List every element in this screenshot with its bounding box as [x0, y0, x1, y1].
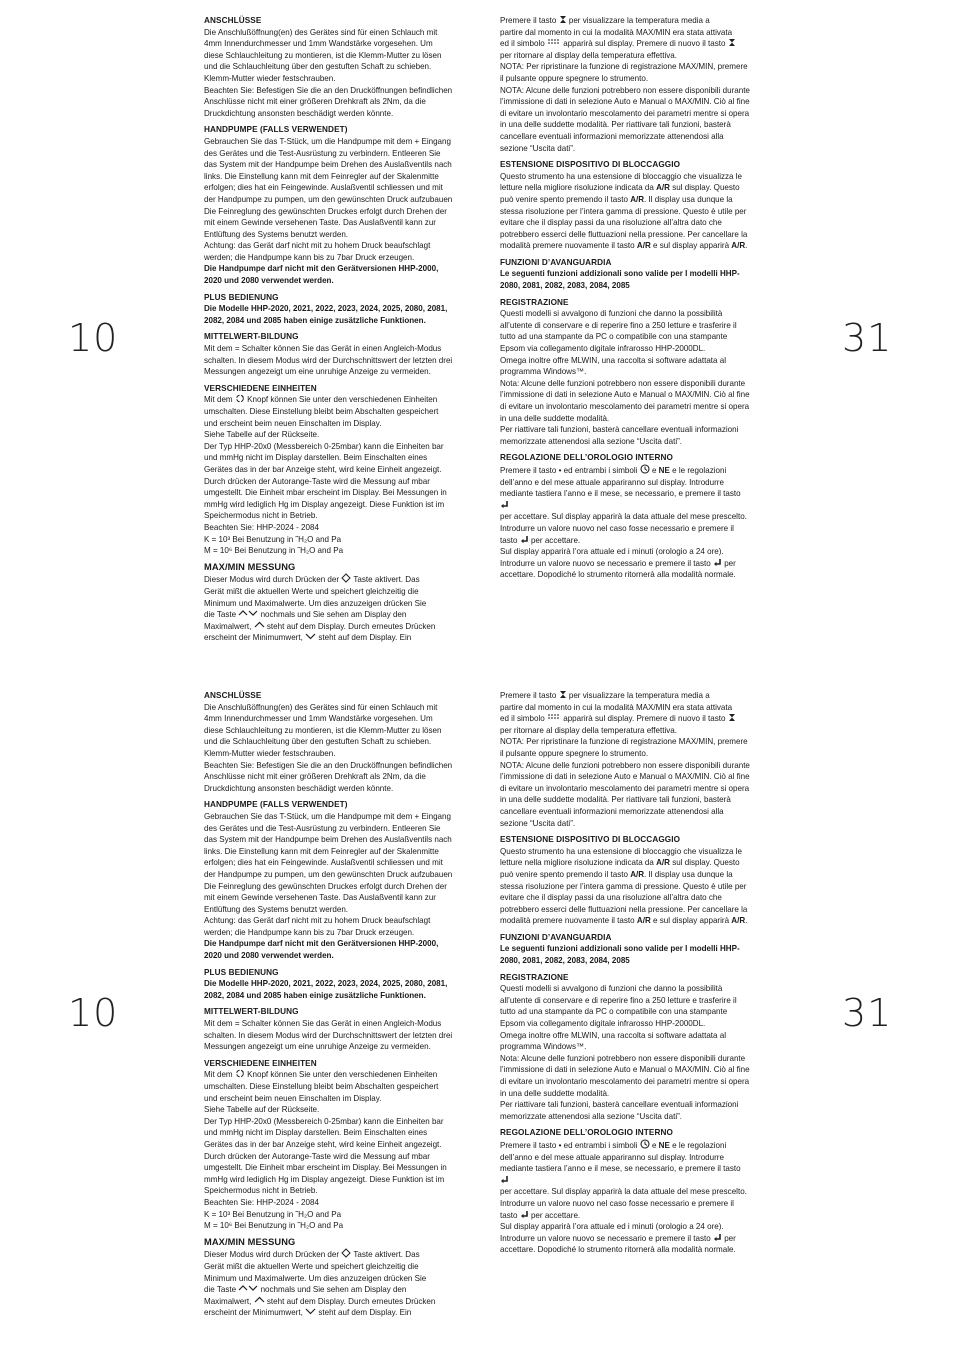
section-warning: Die Handpumpe darf nicht mit den Gerätversionen HHP-2000, 2020 und 2080 verwendet werden.: [204, 939, 439, 961]
section-body: partire dal momento in cui la modalità MAX/MIN era stata attivata: [500, 27, 733, 37]
section-maxmin: [204, 1237, 454, 1319]
body-text: erscheint der Minimumwert,: [204, 1308, 303, 1318]
section-body: Gebrauchen Sie das T-Stück, um die Handpumpe mit dem + Eingang des Gerätes und die Test-Ausrüstung zu verbindern. Entleeren Sie das System mit der Handpumpe beim Drehen des Auslaßventils nach links. Die Einstellung kann mit dem Feinregler auf der Skalenmitte erfolgen; dies hat ein Feingewinde. Auslaßventil schliessen und mit der Handpumpe zu pumpen, um den gewünschten Druck aufzubauen Die Feinreglung des gewünschten Druckes erfolgt durch Drehen der mit einem Gewinde versehenen Taste. Das Auslaßventil kann zur: [204, 811, 453, 903]
german-column: [204, 690, 454, 1324]
body-text: Questo strumento ha una estensione di bloccaggio che visualizza le letture nella migliore risoluzione indicata da: [500, 171, 742, 193]
section-body: M = 10⁶ Bei Benutzung in ˜H₂O and Pa: [204, 1221, 344, 1231]
body-text: per visualizzare la temperatura media a: [568, 691, 710, 700]
up-down-arrow-icon: [238, 610, 258, 619]
section-body: [204, 1307, 454, 1319]
section-registrazione: [500, 297, 750, 448]
body-text: nochmals und Sie sehen am Display den: [260, 1285, 407, 1295]
section-body: [500, 38, 750, 50]
section-body-prefix: Mit dem: [204, 1070, 233, 1080]
section-body: Omega inoltre offre MLWIN, una raccolta si software adattata al programma Windows™.: [500, 355, 727, 377]
section-heading: FUNZIONI D’AVANGUARDIA: [500, 257, 612, 267]
section-body: [204, 1069, 454, 1104]
section-body: Gerät mißt die aktuellen Werte und speichert gleichzeitig die: [204, 586, 419, 596]
hourglass-icon: [559, 16, 567, 25]
body-text: per visualizzare la temperatura media a: [568, 16, 710, 25]
section-body: [204, 621, 454, 633]
section-body: Omega inoltre offre MLWIN, una raccolta si software adattata al programma Windows™.: [500, 1030, 727, 1052]
body-text: per accettare. Dopodiché lo strumento ritornerà alla modalità normale.: [500, 558, 736, 580]
section-body: [500, 464, 750, 511]
section-body: [500, 511, 750, 546]
section-mittelwert: [204, 331, 454, 377]
section-body: Achtung: das Gerät darf nicht mit zu hohem Druck beaufschlagt werden; die Handpumpe kann bis zu 7bar Druck erzeugen.: [204, 916, 431, 937]
section-funzioni: [500, 257, 750, 292]
body-text: per accettare. Dopodiché lo strumento ritornerà alla modalità normale.: [500, 1233, 736, 1255]
section-estensione: [500, 159, 750, 252]
section-body: [500, 1221, 750, 1256]
body-text: die Taste: [204, 1285, 237, 1295]
section-heading: PLUS BEDIENUNG: [204, 292, 279, 302]
section-body: Le seguenti funzioni addizionali sono valide per I modelli HHP-2080, 2081, 2082, 2083, 2084, 2085: [500, 269, 740, 291]
section-body: Die Modelle HHP-2020, 2021, 2022, 2023, 2024, 2025, 2080, 2081, 2082, 2084 und 2085 haben einige zusätzliche Funktionen.: [204, 304, 448, 325]
italian-column: [500, 690, 750, 1261]
section-body: Siehe Tabelle auf der Rückseite.: [204, 1105, 320, 1115]
ne-symbol: NE: [658, 465, 670, 475]
enter-icon: [713, 559, 722, 568]
body-text: Premere il tasto • ed entrambi i simboli: [500, 1140, 638, 1150]
body-text: e: [651, 465, 657, 475]
body-text: Dieser Modus wird durch Drücken der: [204, 1250, 340, 1260]
section-heading: ESTENSIONE DISPOSITIVO DI BLOCCAGGIO: [500, 835, 681, 845]
body-text: . Il display usa dunque la stessa risoluzione per l’intera gamma di pressione. Questo è utile per evitare che il display passi da una risoluzione all’altra dato che potrebbero esserci delle fluttuazioni nella pressione. Per cancellare la modalità premere nuovamente il tasto: [500, 869, 748, 926]
german-column: [204, 15, 454, 649]
section-heading: REGISTRAZIONE: [500, 297, 569, 307]
section-heading: ANSCHLÜSSE: [204, 691, 262, 700]
body-text: sul display. Questo può venire spento premendo il tasto: [500, 858, 740, 879]
body-text: steht auf dem Display. Ein: [318, 633, 412, 643]
section-registrazione: [500, 972, 750, 1123]
body-text: die Taste: [204, 610, 237, 620]
body-text: e: [651, 1140, 657, 1150]
section-funzioni: [500, 932, 750, 967]
cycle-icon: [235, 395, 245, 404]
hourglass-icon: [559, 691, 567, 700]
section-body: [500, 1186, 750, 1221]
body-text: Dieser Modus wird durch Drücken der: [204, 575, 340, 585]
section-heading: HANDPUMPE (FALLS VERWENDET): [204, 800, 348, 810]
body-text: per accettare. Sul display apparirà la data attuale del mese prescelto. Introdurre un valore nuovo nel caso fosse necessario e premere il tasto: [500, 512, 747, 545]
section-heading: REGISTRAZIONE: [500, 972, 569, 982]
section-handpumpe: [204, 124, 454, 286]
section-body: [204, 1248, 454, 1261]
hourglass-icon: [728, 39, 736, 48]
section-body: NOTA: Per ripristinare la funzione di registrazione MAX/MIN, premere il pulsante oppure spegnere lo strumento.: [500, 62, 748, 83]
body-text: Taste aktivert. Das: [353, 575, 420, 585]
section-body: [500, 15, 750, 27]
body-text: . Il display usa dunque la stessa risoluzione per l’intera gamma di pressione. Questo è utile per evitare che il display passi da una risoluzione all’altra dato che potrebbero esserci delle fluttuazioni nella pressione. Per cancellare la modalità premere nuovamente il tasto: [500, 194, 748, 251]
clock-icon: [640, 466, 650, 475]
section-body-prefix: Mit dem: [204, 395, 233, 405]
page-number-right: 31: [842, 316, 893, 360]
section-heading: REGOLAZIONE DELL’OROLOGIO INTERNO: [500, 453, 673, 463]
section-body: Achtung: das Gerät darf nicht mit zu hohem Druck beaufschlagt werden; die Handpumpe kann bis zu 7bar Druck erzeugen.: [204, 241, 431, 262]
body-text: nochmals und Sie sehen am Display den: [260, 610, 407, 620]
section-anschluesse: [204, 690, 454, 794]
section-body: Minimum und Maximalwerte. Um dies anzuzeigen drücken Sie: [204, 598, 427, 608]
section-body: [500, 690, 750, 702]
section-mittelwert: [204, 1006, 454, 1052]
section-body: Mit dem = Schalter können Sie das Gerät in einen Angleich-Modus schalten. In diesem Modus wird der Durchschnittswert der letzten drei Messungen angezeigt um eine unruhige Anzeige zu vermeiden.: [204, 1019, 453, 1052]
page-number-left: 10: [68, 991, 119, 1035]
ar-key-label: A/R: [630, 869, 645, 879]
section-heading: HANDPUMPE (FALLS VERWENDET): [204, 125, 348, 135]
average-symbol-icon: [547, 714, 561, 723]
clock-icon: [640, 1141, 650, 1150]
body-text: .: [745, 241, 748, 251]
body-text: steht auf dem Display. Ein: [318, 1308, 412, 1318]
body-text: .: [745, 916, 748, 926]
section-plus: [204, 292, 454, 327]
section-heading: MAX/MIN MESSUNG: [204, 1236, 296, 1247]
section-body: Die Anschlußöffnung(en) des Gerätes sind für einen Schlauch mit 4mm Innendurchmesser und 1mm Wandstärke vorgesehen. Um diese Schlauchleitung zu montieren, ist die Klemm-Mutter zu lösen und die Schlauchleitung über den gestuften Schaft zu schieben. Klemm-Mutter wieder festschrauben.: [204, 27, 442, 83]
section-heading: ESTENSIONE DISPOSITIVO DI BLOCCAGGIO: [500, 160, 681, 170]
body-text: apparirà sul display. Premere di nuovo il tasto: [563, 39, 726, 49]
body-text: Maximalwert,: [204, 1296, 252, 1306]
section-body: Questi modelli si avvalgono di funzioni che danno la possibilità all’utente di conservare e di reperire fino a 250 letture e trasferire il tutto ad una stampante da PC o compatibile con una stampante Epsom via collegamento digitale infrarosso HHP-2000DL.: [500, 984, 737, 1029]
section-body: [204, 1284, 454, 1296]
section-body: NOTA: Alcune delle funzioni potrebbero non essere disponibili durante l’immissione di dati in selezione Auto e Manual o MAX/MIN. Ciò al fine di evitare un involontario mescolamento dei parametri mentre si opera in una delle suddette modalità. Per riattivare tali funzioni, basterà cancellare eventuali informazioni memorizzate attenendosi alla sezione “Uscita dati”.: [500, 760, 750, 828]
body-text: e sul display apparirà: [653, 241, 730, 251]
section-body: Questi modelli si avvalgono di funzioni che danno la possibilità all’utente di conservare e di reperire fino a 250 letture e trasferire il tutto ad una stampante da PC o compatibile con una stampante Epsom via collegamento digitale infrarosso HHP-2000DL.: [500, 309, 737, 354]
body-text: erscheint der Minimumwert,: [204, 633, 303, 643]
body-text: Premere il tasto: [500, 16, 557, 25]
section-body: [204, 1296, 454, 1308]
section-body-rest: Knopf können Sie unter den verschiedenen Einheiten umschalten. Diese Einstellung bleibt beim Abschalten gespeichert und erscheint beim neuen Einschalten im Display.: [204, 1070, 439, 1103]
section-body: [500, 546, 750, 581]
up-arrow-icon: [254, 1297, 265, 1306]
body-text: Maximalwert,: [204, 621, 252, 631]
body-text: steht auf dem Display. Durch erneutes Drücken: [266, 1296, 436, 1306]
section-body: Die Anschlußöffnung(en) des Gerätes sind für einen Schlauch mit 4mm Innendurchmesser und 1mm Wandstärke vorgesehen. Um diese Schlauchleitung zu montieren, ist die Klemm-Mutter zu lösen und die Schlauchleitung über den gestuften Schaft zu schieben. Klemm-Mutter wieder festschrauben.: [204, 702, 442, 758]
page-number-right: 31: [842, 991, 893, 1035]
body-text: Questo strumento ha una estensione di bloccaggio che visualizza le letture nella migliore risoluzione indicata da: [500, 846, 742, 868]
body-text: Taste aktivert. Das: [353, 1250, 420, 1260]
ar-key-label: A/R: [636, 241, 651, 251]
hourglass-icon: [728, 714, 736, 723]
body-text: apparirà sul display. Premere di nuovo il tasto: [563, 714, 726, 724]
body-text: Premere il tasto: [500, 691, 557, 700]
diamond-icon: [341, 1250, 351, 1259]
section-body: [204, 609, 454, 621]
section-body: Nota: Alcune delle funzioni potrebbero non essere disponibili durante l’immissione di dati in selezione Auto e Manual o MAX/MIN. Ciò al fine di evitare un involontario mescolamento dei parametri mentre si opera in una delle suddette modalità.: [500, 1053, 750, 1098]
body-text: e le regolazioni dell’anno e del mese attuale appariranno sul display. Introdurre mediante tastiera l’anno e il mese, se necessario, e premere il tasto: [500, 465, 741, 499]
body-text: ed il simbolo: [500, 39, 545, 49]
section-heading: PLUS BEDIENUNG: [204, 967, 279, 977]
ar-key-label: A/R: [636, 916, 651, 926]
section-orologio: [500, 1127, 750, 1256]
italian-column: [500, 15, 750, 586]
section-body: [500, 171, 750, 252]
section-body: Beachten Sie: HHP-2024 - 2084: [204, 522, 319, 532]
body-text: sul display. Questo può venire spento premendo il tasto: [500, 183, 740, 204]
section-body: NOTA: Per ripristinare la funzione di registrazione MAX/MIN, premere il pulsante oppure spegnere lo strumento.: [500, 737, 748, 758]
section-intro: [500, 15, 750, 154]
section-body: [500, 1139, 750, 1186]
ar-key-label: A/R: [656, 183, 670, 193]
section-heading: MITTELWERT-BILDUNG: [204, 332, 299, 342]
section-handpumpe: [204, 799, 454, 961]
section-note: Beachten Sie: Befestigen Sie die an den Drucköffnungen befindlichen Anschlüsse nicht mit einer größeren Drehkraft als 2Nm, da die Druckdichtung ansonsten beschädigt werden könnte.: [204, 85, 453, 118]
section-estensione: [500, 834, 750, 927]
section-note: Beachten Sie: Befestigen Sie die an den Drucköffnungen befindlichen Anschlüsse nicht mit einer größeren Drehkraft als 2Nm, da die Druckdichtung ansonsten beschädigt werden könnte.: [204, 760, 453, 793]
section-heading: VERSCHIEDENE EINHEITEN: [204, 1058, 317, 1068]
page-spread-top: [0, 0, 954, 675]
cycle-icon: [235, 1070, 245, 1079]
section-body: Entlüftung des Systems benutzt werden.: [204, 904, 349, 914]
body-text: e le regolazioni dell’anno e del mese attuale appariranno sul display. Introdurre mediante tastiera l’anno e il mese, se necessario, e premere il tasto: [500, 1140, 741, 1174]
down-arrow-icon: [305, 1308, 316, 1317]
page-spread-bottom: [0, 675, 954, 1350]
body-text: Sul display apparirà l’ora attuale ed i minuti (orologio a 24 ore). Introdurre un valore nuovo se necessario e premere il tasto: [500, 1222, 724, 1243]
body-text: steht auf dem Display. Durch erneutes Drücken: [266, 621, 436, 631]
body-text: per accettare.: [530, 1210, 581, 1220]
section-einheiten: [204, 1058, 454, 1232]
section-body: Gebrauchen Sie das T-Stück, um die Handpumpe mit dem + Eingang des Gerätes und die Test-Ausrüstung zu verbindern. Entleeren Sie das System mit der Handpumpe beim Drehen des Auslaßventils nach links. Die Einstellung kann mit dem Feinregler auf der Skalenmitte erfolgen; dies hat ein Feingewinde. Auslaßventil schliessen und mit der Handpumpe zu pumpen, um den gewünschten Druck aufzubauen Die Feinreglung des gewünschten Druckes erfolgt durch Drehen der mit einem Gewinde versehenen Taste. Das Auslaßventil kann zur: [204, 136, 453, 228]
section-body: Per riattivare tali funzioni, basterà cancellare eventuali informazioni memorizzate attenendosi alla sezione “Uscita dati”.: [500, 1100, 739, 1121]
section-body: per ritornare al display della temperatura effettiva.: [500, 725, 677, 735]
section-plus: [204, 967, 454, 1002]
section-body: Mit dem = Schalter können Sie das Gerät in einen Angleich-Modus schalten. In diesem Modus wird der Durchschnittswert der letzten drei Messungen angezeigt um eine unruhige Anzeige zu vermeiden.: [204, 344, 453, 377]
section-heading: ANSCHLÜSSE: [204, 16, 262, 25]
up-down-arrow-icon: [238, 1285, 258, 1294]
body-text: e sul display apparirà: [653, 916, 730, 926]
section-orologio: [500, 452, 750, 581]
section-anschluesse: [204, 15, 454, 119]
ar-key-label: A/R: [731, 916, 746, 926]
ar-key-label: A/R: [630, 194, 645, 204]
section-body: Minimum und Maximalwerte. Um dies anzuzeigen drücken Sie: [204, 1273, 427, 1283]
section-body: Beachten Sie: HHP-2024 - 2084: [204, 1197, 319, 1207]
section-body: Siehe Tabelle auf der Rückseite.: [204, 430, 320, 440]
body-text: Premere il tasto • ed entrambi i simboli: [500, 465, 638, 475]
ne-symbol: NE: [658, 1140, 670, 1150]
section-body: Die Modelle HHP-2020, 2021, 2022, 2023, 2024, 2025, 2080, 2081, 2082, 2084 und 2085 haben einige zusätzliche Funktionen.: [204, 979, 448, 1000]
section-intro: [500, 690, 750, 829]
body-text: ed il simbolo: [500, 714, 545, 724]
up-arrow-icon: [254, 622, 265, 631]
ar-key-label: A/R: [656, 858, 670, 868]
section-body: Nota: Alcune delle funzioni potrebbero non essere disponibili durante l’immissione di dati in selezione Auto e Manual o MAX/MIN. Ciò al fine di evitare un involontario mescolamento dei parametri mentre si opera in una delle suddette modalità.: [500, 378, 750, 423]
section-body: [204, 632, 454, 644]
enter-icon: [520, 1211, 529, 1220]
body-text: per accettare. Sul display apparirà la data attuale del mese prescelto. Introdurre un valore nuovo nel caso fosse necessario e premere il tasto: [500, 1187, 747, 1220]
section-body: Der Typ HHP-20x0 (Messbereich 0-25mbar) kann die Einheiten bar und mmHg nicht im Display darstellen. Beim Einschalten eines Gerätes das in der bar Anzeige steht, wird keine Einheit angezeigt. Durch drücken der Autorange-Taste wird die Messung auf mbar umgestellt. Die Einheit mbar erscheint im Display. Bei Messungen in mmHg wird lediglich Hg im Display angezeigt. Diese Funktion ist im Speichermodus nicht in Betrieb.: [204, 1116, 447, 1196]
down-arrow-icon: [305, 633, 316, 642]
average-symbol-icon: [547, 39, 561, 48]
enter-icon: [500, 501, 509, 510]
section-warning: Die Handpumpe darf nicht mit den Gerätversionen HHP-2000, 2020 und 2080 verwendet werden.: [204, 264, 439, 286]
section-body: [204, 394, 454, 429]
body-text: Sul display apparirà l’ora attuale ed i minuti (orologio a 24 ore). Introdurre un valore nuovo se necessario e premere il tasto: [500, 547, 724, 568]
page-number-left: 10: [68, 316, 119, 360]
section-body: [500, 713, 750, 725]
section-body: Entlüftung des Systems benutzt werden.: [204, 229, 349, 239]
enter-icon: [713, 1234, 722, 1243]
section-body: Per riattivare tali funzioni, basterà cancellare eventuali informazioni memorizzate attenendosi alla sezione “Uscita dati”.: [500, 425, 739, 446]
ar-key-label: A/R: [731, 241, 746, 251]
section-body: per ritornare al display della temperatura effettiva.: [500, 50, 677, 60]
section-body: M = 10⁶ Bei Benutzung in ˜H₂O and Pa: [204, 546, 344, 556]
section-body: [500, 846, 750, 927]
section-heading: REGOLAZIONE DELL’OROLOGIO INTERNO: [500, 1128, 673, 1138]
section-heading: MITTELWERT-BILDUNG: [204, 1007, 299, 1017]
section-body: K = 10³ Bei Benutzung in ˜H₂O and Pa: [204, 1209, 342, 1219]
section-body: Le seguenti funzioni addizionali sono valide per I modelli HHP-2080, 2081, 2082, 2083, 2084, 2085: [500, 944, 740, 966]
section-body-rest: Knopf können Sie unter den verschiedenen Einheiten umschalten. Diese Einstellung bleibt beim Abschalten gespeichert und erscheint beim neuen Einschalten im Display.: [204, 395, 439, 428]
section-heading: FUNZIONI D’AVANGUARDIA: [500, 932, 612, 942]
section-body: Der Typ HHP-20x0 (Messbereich 0-25mbar) kann die Einheiten bar und mmHg nicht im Display darstellen. Beim Einschalten eines Gerätes das in der bar Anzeige steht, wird keine Einheit angezeigt. Durch drücken der Autorange-Taste wird die Messung auf mbar umgestellt. Die Einheit mbar erscheint im Display. Bei Messungen in mmHg wird lediglich Hg im Display angezeigt. Diese Funktion ist im Speichermodus nicht in Betrieb.: [204, 441, 447, 521]
body-text: per accettare.: [530, 535, 581, 545]
section-body: NOTA: Alcune delle funzioni potrebbero non essere disponibili durante l’immissione di dati in selezione Auto e Manual o MAX/MIN. Ciò al fine di evitare un involontario mescolamento dei parametri mentre si opera in una delle suddette modalità. Per riattivare tali funzioni, basterà cancellare eventuali informazioni memorizzate attenendosi alla sezione “Uscita dati”.: [500, 85, 750, 153]
enter-icon: [520, 536, 529, 545]
enter-icon: [500, 1176, 509, 1185]
section-einheiten: [204, 383, 454, 557]
section-heading: MAX/MIN MESSUNG: [204, 561, 296, 572]
section-body: K = 10³ Bei Benutzung in ˜H₂O and Pa: [204, 534, 342, 544]
section-heading: VERSCHIEDENE EINHEITEN: [204, 383, 317, 393]
section-maxmin: [204, 562, 454, 644]
diamond-icon: [341, 575, 351, 584]
section-body: [204, 573, 454, 586]
section-body: partire dal momento in cui la modalità MAX/MIN era stata attivata: [500, 702, 733, 712]
section-body: Gerät mißt die aktuellen Werte und speichert gleichzeitig die: [204, 1261, 419, 1271]
